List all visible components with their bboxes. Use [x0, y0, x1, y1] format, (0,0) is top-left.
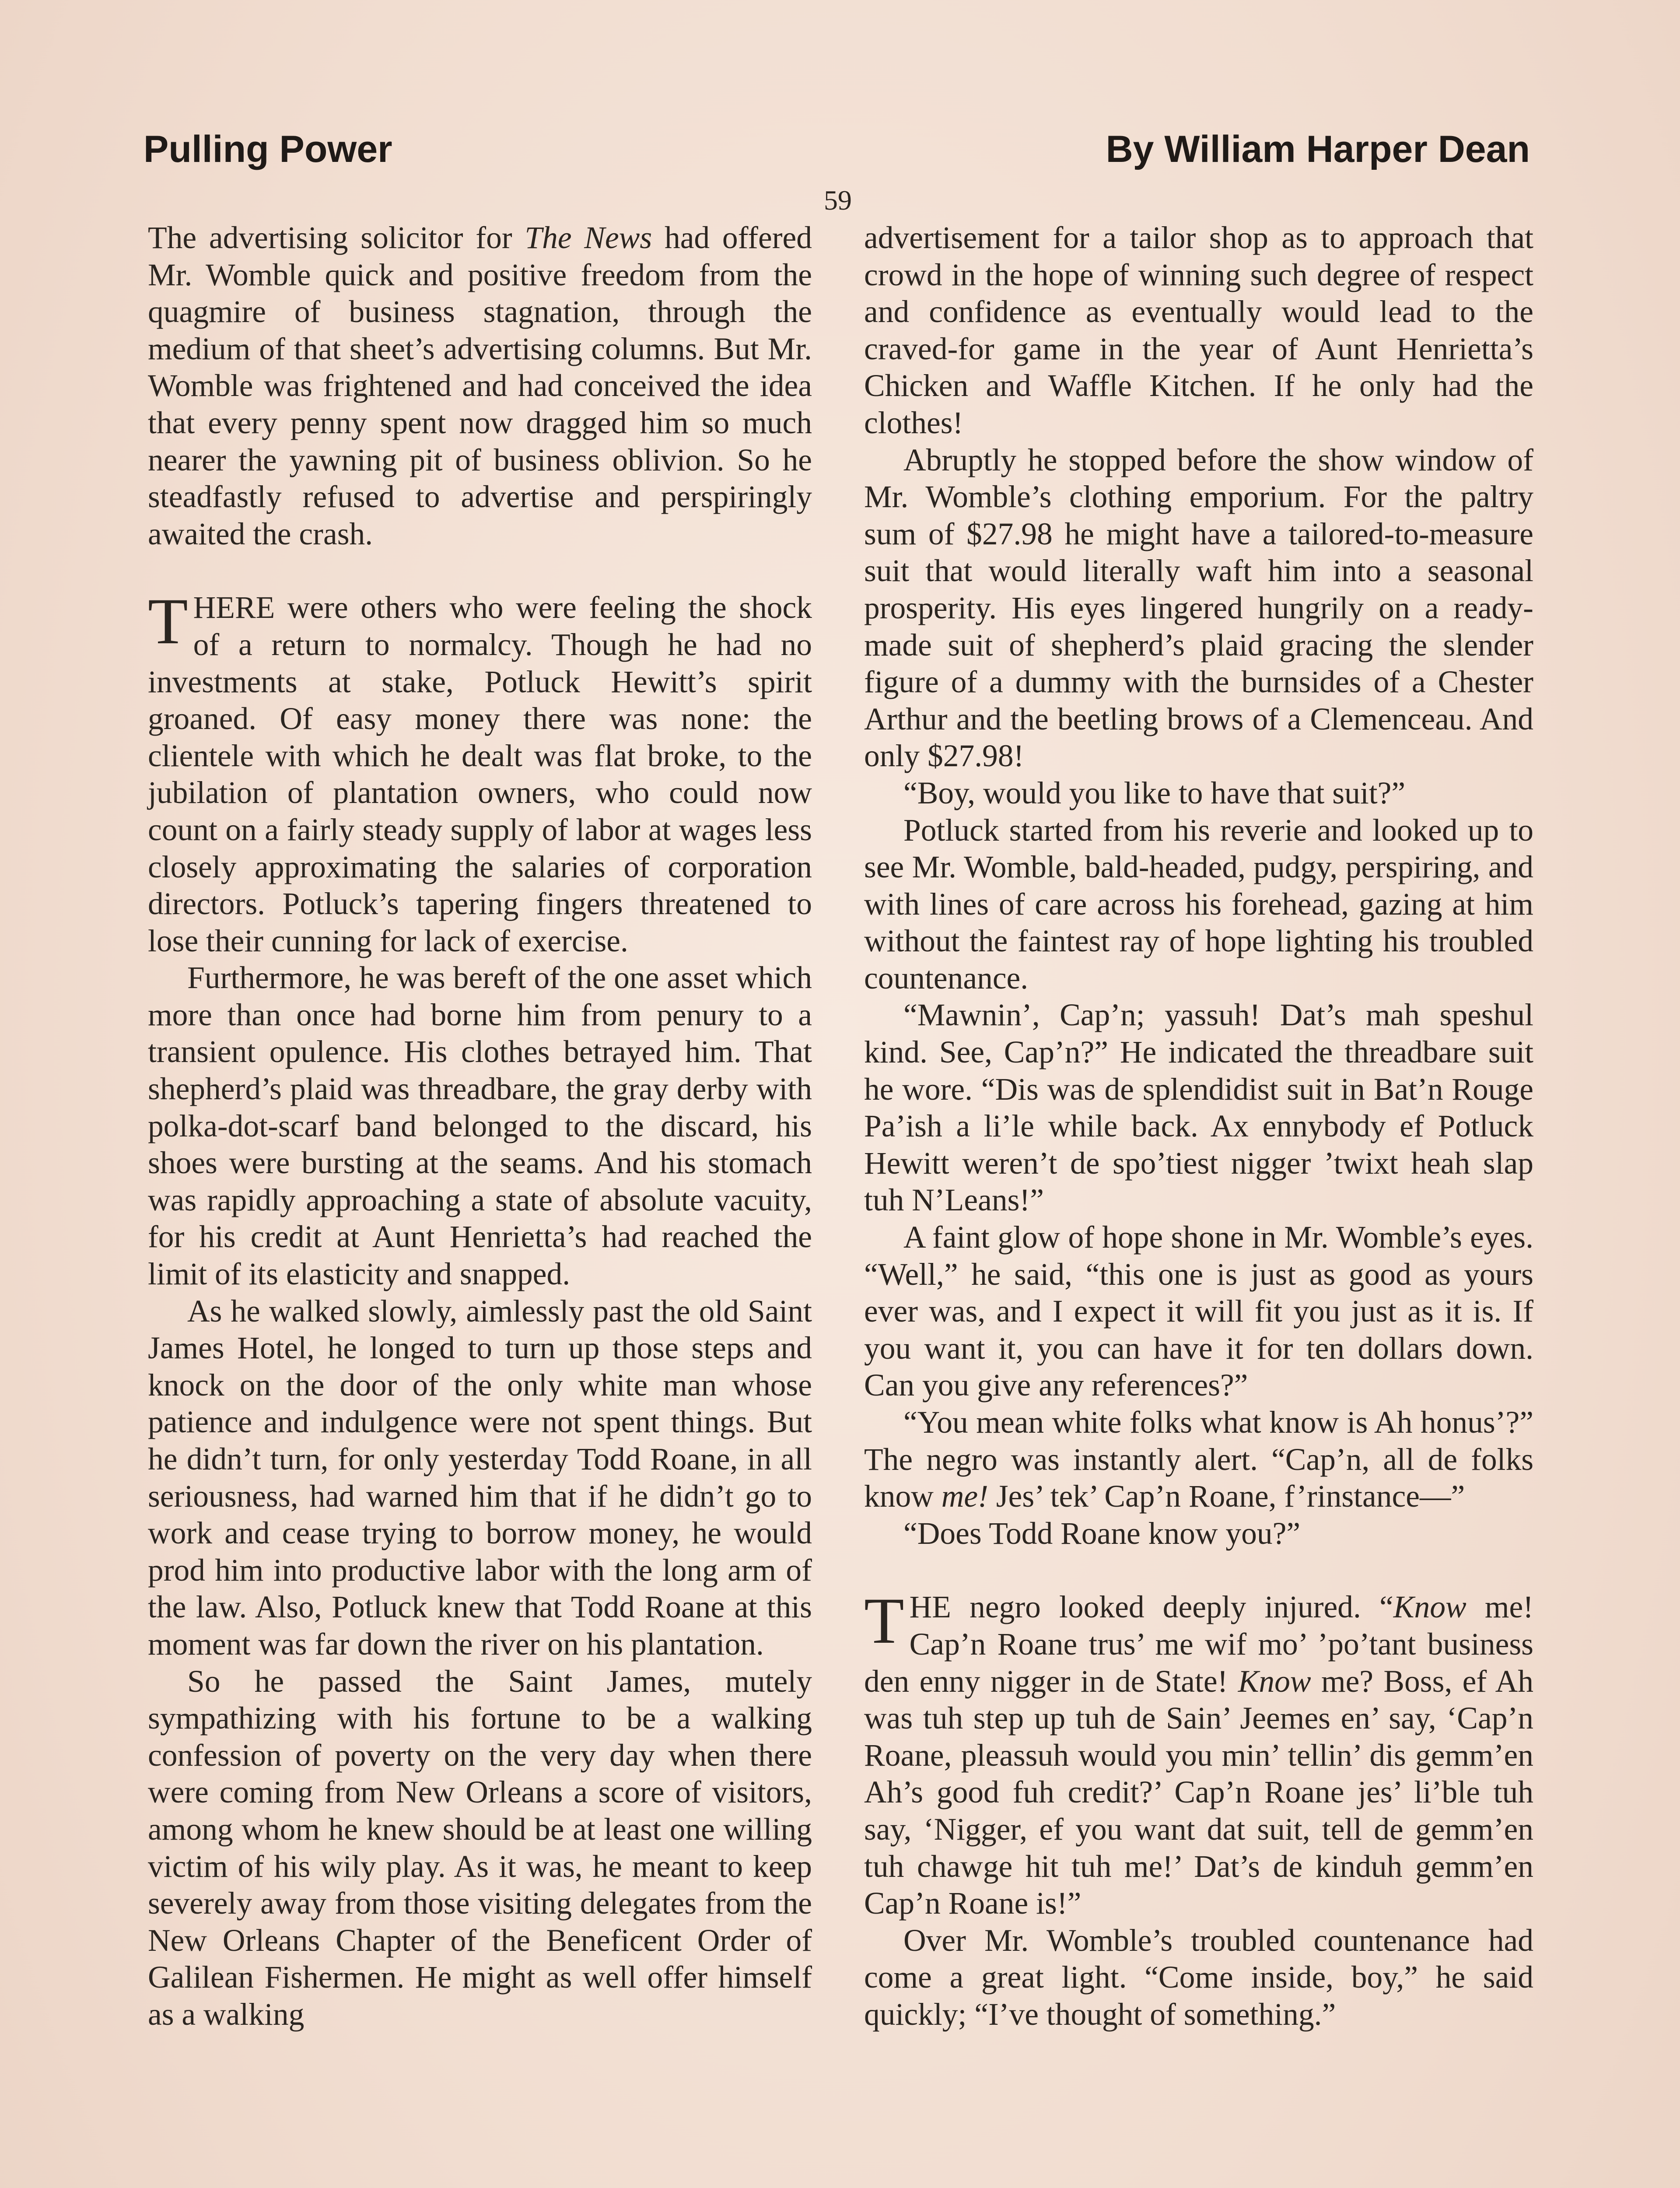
section-paragraph: THE negro looked deeply injured. “Know me! Cap’n Roane trus’ me wif mo’ ’po’tant business den enny nigger in de State! Know me? Boss, ef Ah was tuh step up tuh de Sain’ Jeemes en’ say, ‘Cap’n Roane, pleassuh would you min’ tellin’ dis gemm’en Ah’s good fuh credit?’ Cap’n Roane jes’ li’ble tuh say, ‘Nigger, ef you want dat suit, tell de gemm’en tuh chawge hit tuh me!’ Dat’s de kinduh gemm’en Cap’n Roane is!” — [864, 1585, 1533, 1921]
story-title: Pulling Power — [144, 128, 392, 170]
paragraph: “You mean white folks what know is Ah honus’?” The negro was instantly alert. “Cap’n, all de folks know me! Jes’ tek’ Cap’n Roane, f’rinstance—” — [864, 1405, 1534, 1514]
drop-cap: T — [148, 585, 188, 658]
paragraph: Abruptly he stopped before the show window of Mr. Womble’s clothing emporium. For the paltry sum of $27.98 he might have a tailored-to-measure suit that would literally waft him into a seasonal prosperity. His eyes lingered hungrily on a ready-made suit of shepherd’s plaid gracing the slender figure of a dummy with the burnsides of a Chester Arthur and the beetling brows of a Clemenceau. And only $27.98! — [864, 442, 1533, 774]
drop-cap: T — [864, 1585, 904, 1658]
newspaper-name: The News — [525, 221, 652, 255]
paragraph: The advertising solicitor for The News had offered Mr. Womble quick and positive freedom from the quagmire of business stagnation, through the medium of that sheet’s advertising columns. But Mr. Womble was frightened and had conceived the idea that every penny spent now dragged him so much nearer the yawning pit of business oblivion. So he steadfastly refused to advertise and perspiringly awaited the crash. — [148, 221, 812, 551]
paragraph: “Boy, would you like to have that suit?” — [903, 775, 1406, 810]
author-byline: By William Harper Dean — [1106, 128, 1530, 170]
paragraph: Potluck started from his reverie and looked up to see Mr. Womble, bald-headed, pudgy, perspiring, and with lines of care across his forehead, gazing at him without the faintest ray of hope lighting his troubled countenance. — [864, 813, 1533, 996]
paragraph: “Mawnin’, Cap’n; yassuh! Dat’s mah speshul kind. See, Cap’n?” He indicated the threadbare suit he wore. “Dis was de splendidist suit in Bat’n Rouge Pa’ish a li’le while back. Ax ennybody ef Potluck Hewitt weren’t de spo’tiest nigger ’twixt heah slap tuh N’Leans!” — [864, 998, 1533, 1218]
paragraph: “Does Todd Roane know you?” — [903, 1516, 1301, 1551]
page-number: 59 — [824, 185, 852, 216]
right-column — [864, 220, 1533, 2034]
paragraph: Furthermore, he was bereft of the one asset which more than once had borne him from penury to a transient opulence. His clothes betrayed him. That shepherd’s plaid was threadbare, the gray derby with polka-dot-scarf band belonged to the discard, his shoes were bursting at the seams. And his stomach was rapidly approaching a state of absolute vacuity, for his credit at Aunt Henrietta’s had reached the limit of its elasticity and snapped. — [148, 961, 812, 1292]
paragraph: So he passed the Saint James, mutely sympathizing with his fortune to be a walking confession of poverty on the very day when there were coming from New Orleans a score of visitors, among whom he knew should be at least one willing victim of his wily play. As it was, he meant to keep severely away from those visiting delegates from the New Orleans Chapter of the Beneficent Order of Galilean Fishermen. He might as well offer himself as a walking — [148, 1664, 812, 2032]
left-column — [148, 220, 812, 2034]
paragraph: As he walked slowly, aimlessly past the old Saint James Hotel, he longed to turn up those steps and knock on the door of the only white man whose patience and indulgence were not spent things. But he didn’t turn, for only yesterday Todd Roane, in all seriousness, had warned him that if he didn’t go to work and cease trying to borrow money, he would prod him into productive labor with the long arm of the law. Also, Potluck knew that Todd Roane at this moment was far down the river on his plantation. — [148, 1294, 812, 1662]
section-paragraph: THERE were others who were feeling the shock of a return to normalcy. Though he had no investments at stake, Potluck Hewitt’s spirit groaned. Of easy money there was none: the clientele with which he dealt was flat broke, to the jubilation of plantation owners, who could now count on a fairly steady supply of labor at wages less closely approximating the salaries of corporation directors. Potluck’s tapering fingers threatened to lose their cunning for lack of exercise. — [148, 585, 812, 958]
paragraph: advertisement for a tailor shop as to approach that crowd in the hope of winning such degree of respect and confidence as eventually would lead to the craved-for game in the year of Aunt Henrietta’s Chicken and Waffle Kitchen. If he only had the clothes! — [864, 221, 1533, 440]
paragraph: Over Mr. Womble’s troubled countenance had come a great light. “Come inside, boy,” he said quickly; “I’ve thought of something.” — [864, 1923, 1533, 2032]
paragraph: A faint glow of hope shone in Mr. Womble’s eyes. “Well,” he said, “this one is just as good as yours ever was, and I expect it will fit you just as it is. If you want it, you can have it for ten dollars down. Can you give any references?” — [864, 1220, 1533, 1403]
